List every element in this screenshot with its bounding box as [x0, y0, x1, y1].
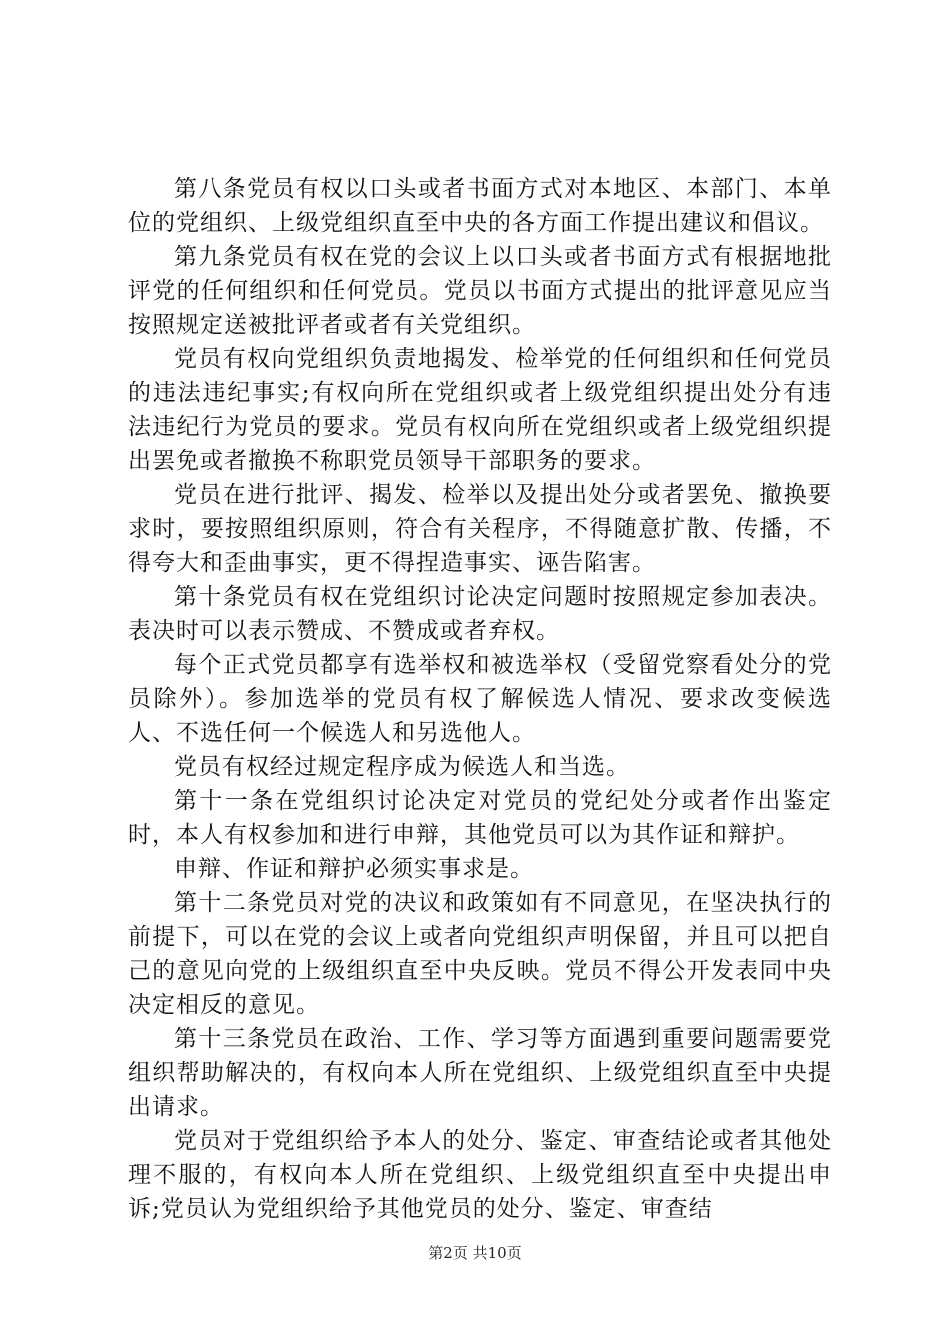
page-number-footer: 第2页 共10页 — [428, 1244, 522, 1262]
paragraph-article-13: 第十三条党员在政治、工作、学习等方面遇到重要问题需要党组织帮助解决的，有权向本人所在党组织、上级党组织直至中央提出请求。 — [128, 1026, 832, 1120]
paragraph-article-10: 第十条党员有权在党组织讨论决定问题时按照规定参加表决。表决时可以表示赞成、不赞成或者弃权。 — [128, 584, 832, 644]
paragraph-criticism-principles: 党员在进行批评、揭发、检举以及提出处分或者罢免、撤换要求时，要按照组织原则，符合有关程序，不得随意扩散、传播，不得夸大和歪曲事实，更不得捏造事实、诬告陷害。 — [128, 482, 832, 576]
paragraph-defense-truth: 申辩、作证和辩护必须实事求是。 — [174, 856, 534, 882]
paragraph-report-rights: 党员有权向党组织负责地揭发、检举党的任何组织和任何党员的违法违纪事实;有权向所在党组织或者上级党组织提出处分有违法违纪行为党员的要求。党员有权向所在党组织或者上级党组织提出罢免或者撤换不称职党员领导干部职务的要求。 — [128, 346, 832, 474]
paragraph-article-12: 第十二条党员对党的决议和政策如有不同意见，在坚决执行的前提下，可以在党的会议上或者向党组织声明保留，并且可以把自己的意见向党的上级组织直至中央反映。党员不得公开发表同中央决定相反的意见。 — [128, 890, 832, 1018]
paragraph-article-11: 第十一条在党组织讨论决定对党员的党纪处分或者作出鉴定时，本人有权参加和进行申辩，其他党员可以为其作证和辩护。 — [128, 788, 832, 848]
paragraph-article-9: 第九条党员有权在党的会议上以口头或者书面方式有根据地批评党的任何组织和任何党员。党员以书面方式提出的批评意见应当按照规定送被批评者或者有关党组织。 — [128, 244, 832, 338]
paragraph-article-8: 第八条党员有权以口头或者书面方式对本地区、本部门、本单位的党组织、上级党组织直至中央的各方面工作提出建议和倡议。 — [128, 176, 832, 236]
document-body — [128, 172, 832, 1226]
paragraph-candidacy: 党员有权经过规定程序成为候选人和当选。 — [174, 754, 630, 780]
paragraph-election-rights: 每个正式党员都享有选举权和被选举权（受留党察看处分的党员除外）。参加选举的党员有权了解候选人情况、要求改变候选人、不选任何一个候选人和另选他人。 — [128, 652, 832, 746]
paragraph-appeal-rights: 党员对于党组织给予本人的处分、鉴定、审查结论或者其他处理不服的，有权向本人所在党组织、上级党组织直至中央提出申诉;党员认为党组织给予其他党员的处分、鉴定、审查结 — [128, 1128, 832, 1222]
